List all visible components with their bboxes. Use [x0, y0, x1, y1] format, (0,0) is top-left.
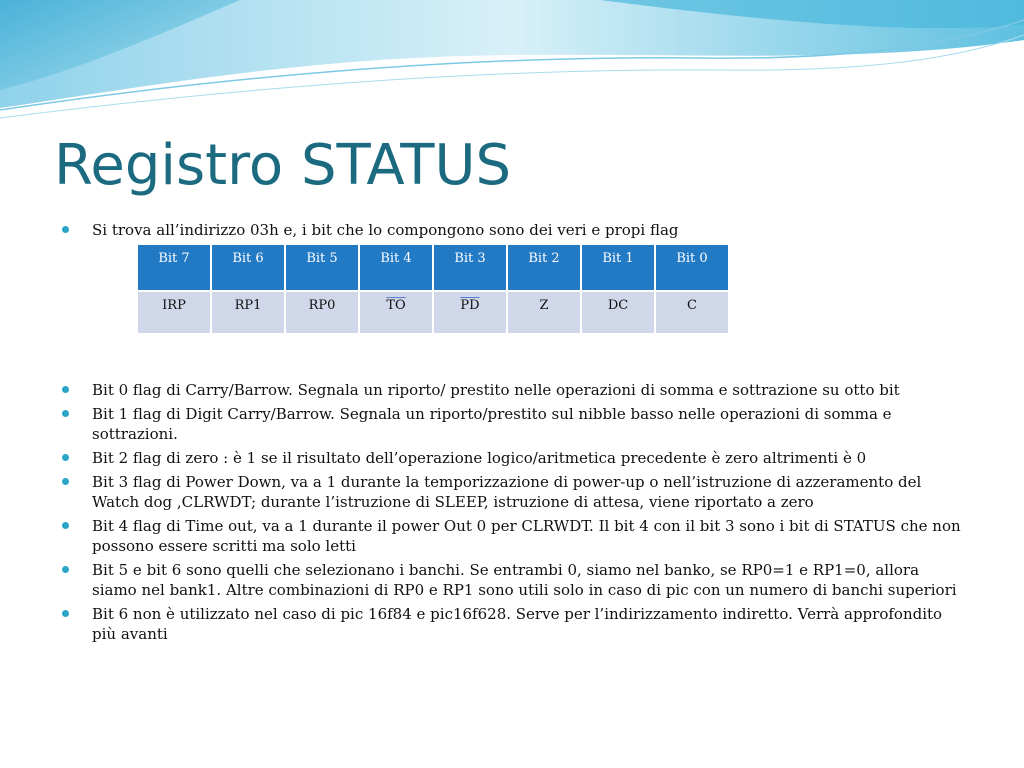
cell-pd [433, 291, 507, 334]
header-bit-6: Bit 6 [211, 244, 285, 291]
bullet-icon [62, 454, 69, 461]
bullet-icon [62, 522, 69, 529]
list-item [62, 516, 962, 556]
list-item [62, 380, 962, 400]
list-item [62, 472, 962, 512]
header-bit-4: Bit 4 [359, 244, 433, 291]
bullet-text: Bit 0 flag di Carry/Barrow. Segnala un riporto/ prestito nelle operazioni di somma e sottrazione su otto bit [92, 381, 900, 399]
intro-text: Si trova all’indirizzo 03h e, i bit che lo compongono sono dei veri e propi flag [92, 221, 679, 239]
cell-rp1: RP1 [211, 291, 285, 334]
cell-rp0: RP0 [285, 291, 359, 334]
cell-z: Z [507, 291, 581, 334]
bullet-list [62, 380, 962, 648]
list-item [62, 448, 962, 468]
intro-bullet [62, 220, 962, 240]
bullet-text: Bit 5 e bit 6 sono quelli che selezionano i banchi. Se entrambi 0, siamo nel banko, se RP0=1 e RP1=0, allora siamo nel bank1. Altre combinazioni di RP0 e RP1 sono utili solo in caso di pic con un numero di banchi superiori [92, 561, 957, 599]
bullet-icon [62, 566, 69, 573]
cell-dc: DC [581, 291, 655, 334]
header-bit-7: Bit 7 [137, 244, 211, 291]
bullet-text: Bit 6 non è utilizzato nel caso di pic 16f84 e pic16f628. Serve per l’indirizzamento indiretto. Verrà approfondito più avanti [92, 605, 943, 643]
cell-c: C [655, 291, 729, 334]
to-label: $\overline{TO}$ [386, 298, 406, 313]
list-item [62, 220, 962, 240]
table-header-row [137, 244, 729, 291]
header-bit-3: Bit 3 [433, 244, 507, 291]
bullet-text: Bit 2 flag di zero : è 1 se il risultato dell’operazione logico/aritmetica precedente è zero altrimenti è 0 [92, 449, 867, 467]
list-item [62, 560, 962, 600]
bullet-icon [62, 226, 69, 233]
pd-label: $\overline{PD}$ [460, 298, 480, 313]
list-item [62, 404, 962, 444]
header-bit-2: Bit 2 [507, 244, 581, 291]
header-bit-5: Bit 5 [285, 244, 359, 291]
bullet-text: Bit 1 flag di Digit Carry/Barrow. Segnala un riporto/prestito sul nibble basso nelle operazioni di somma e sottrazioni. [92, 405, 892, 443]
cell-irp: IRP [137, 291, 211, 334]
bullet-icon [62, 610, 69, 617]
header-bit-0: Bit 0 [655, 244, 729, 291]
table-row [137, 291, 729, 334]
header-bit-1: Bit 1 [581, 244, 655, 291]
bullet-text: Bit 3 flag di Power Down, va a 1 durante la temporizzazione di power-up o nell’istruzione di azzeramento del Watch dog ,CLRWDT; durante l’istruzione di SLEEP, istruzione di attesa, viene riportato a zero [92, 473, 922, 511]
cell-to [359, 291, 433, 334]
list-item [62, 604, 962, 644]
bullet-icon [62, 386, 69, 393]
header-wave-decoration [0, 0, 1024, 130]
bullet-icon [62, 410, 69, 417]
status-register-table [136, 243, 730, 335]
bullet-text: Bit 4 flag di Time out, va a 1 durante il power Out 0 per CLRWDT. Il bit 4 con il bit 3 sono i bit di STATUS che non possono essere scritti ma solo letti [92, 517, 961, 555]
slide-title: Registro STATUS [54, 133, 512, 198]
bullet-icon [62, 478, 69, 485]
